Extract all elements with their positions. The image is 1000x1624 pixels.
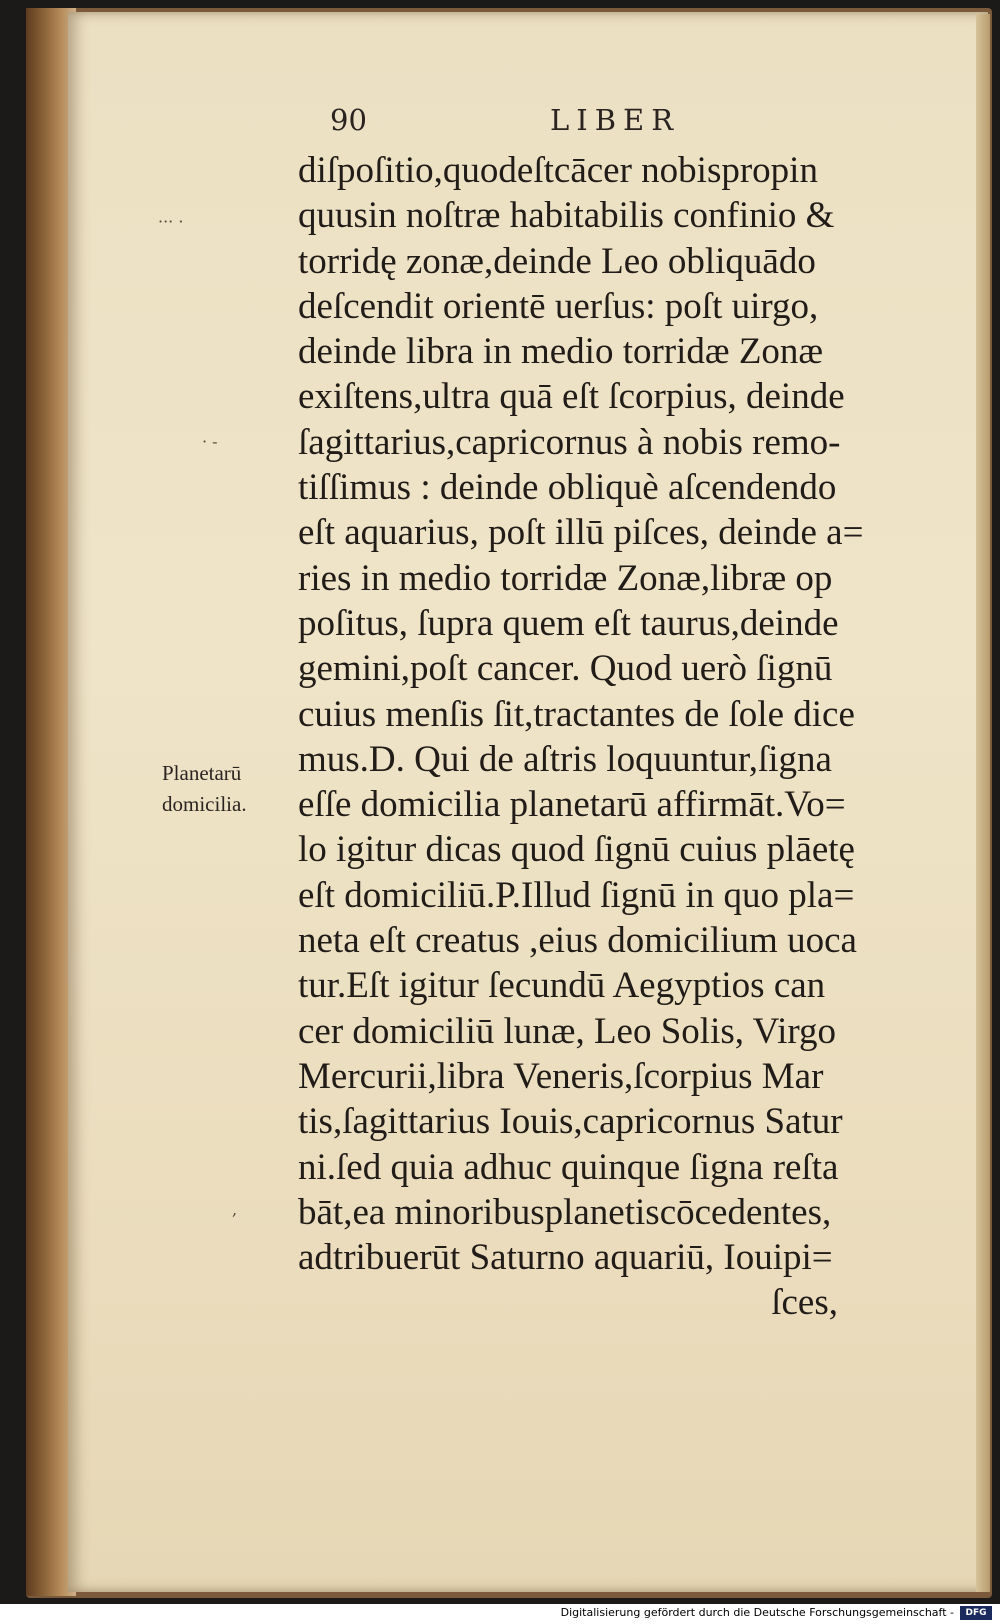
text-line: deſcendit orientē uerſus: poſt uirgo,: [298, 285, 819, 327]
text-line: gemini,poſt cancer. Quod uerò ſignū: [298, 648, 833, 690]
margin-ornament-mark: ··· ·: [158, 212, 184, 231]
text-line: exiſtens,ultra quā eſt ſcorpius, deinde: [298, 376, 845, 418]
text-line: eſſe domicilia planetarū affirmāt.Vo=: [298, 784, 846, 826]
text-line: quusin noſtræ habitabilis confinio &: [298, 195, 835, 237]
text-line: eſt aquarius, poſt illū piſces, deinde a=: [298, 512, 864, 554]
text-line: neta eſt creatus ,eius domicilium uoca: [298, 920, 857, 962]
text-line: ries in medio torridæ Zonæ,libræ op: [298, 557, 833, 599]
text-line: eſt domiciliū.P.Illud ſignū in quo pla=: [298, 874, 855, 916]
text-line: poſitus, ſupra quem eſt taurus,deinde: [298, 602, 839, 644]
marginal-note-line: Planetarū: [162, 761, 242, 785]
text-body: [298, 148, 938, 1326]
margin-ornament-mark: · -: [202, 432, 218, 451]
catchword: ſces,: [771, 1282, 838, 1324]
text-line: torridę zonæ,deinde Leo obliquādo: [298, 240, 816, 282]
page-number: 90: [330, 103, 367, 137]
margin-ornament-mark: ,: [232, 1200, 238, 1219]
page-header: [330, 103, 730, 143]
text-line: tis,ſagittarius Iouis,capricornus Satur: [298, 1101, 843, 1143]
text-line: ni.ſed quia adhuc quinque ſigna reſta: [298, 1146, 839, 1188]
text-line: ſagittarius,capricornus à nobis remo-: [298, 421, 841, 463]
text-line: tiſſimus : deinde obliquè aſcendendo: [298, 467, 837, 509]
text-line: bāt,ea minoribusplanetiscōcedentes,: [298, 1191, 832, 1233]
text-line: lo igitur dicas quod ſignū cuius plāetę: [298, 829, 855, 871]
marginal-note-line: domicilia.: [162, 792, 247, 816]
text-line: tur.Eſt igitur ſecundū Aegyptios can: [298, 965, 826, 1007]
text-line: cuius menſis ſit,tractantes de ſole dice: [298, 693, 855, 735]
running-head: LIBER: [550, 103, 681, 137]
marginal-note: [162, 758, 292, 820]
text-line: diſpoſitio,quodeſtcācer nobispropin: [298, 150, 818, 191]
text-line: adtribuerūt Saturno aquariū, Iouipi=: [298, 1237, 833, 1279]
text-line: deinde libra in medio torridæ Zonæ: [298, 331, 824, 373]
text-line: cer domiciliū lunæ, Leo Solis, Virgo: [298, 1010, 837, 1052]
footer-credit: Digitalisierung gefördert durch die Deutsche Forschungsgemeinschaft -: [560, 1606, 954, 1619]
page-edge: [976, 14, 990, 1592]
text-line: mus.D. Qui de aſtris loquuntur,ſigna: [298, 738, 832, 780]
text-line: Mercurii,libra Veneris,ſcorpius Mar: [298, 1055, 824, 1097]
dfg-logo: DFG: [960, 1606, 992, 1620]
